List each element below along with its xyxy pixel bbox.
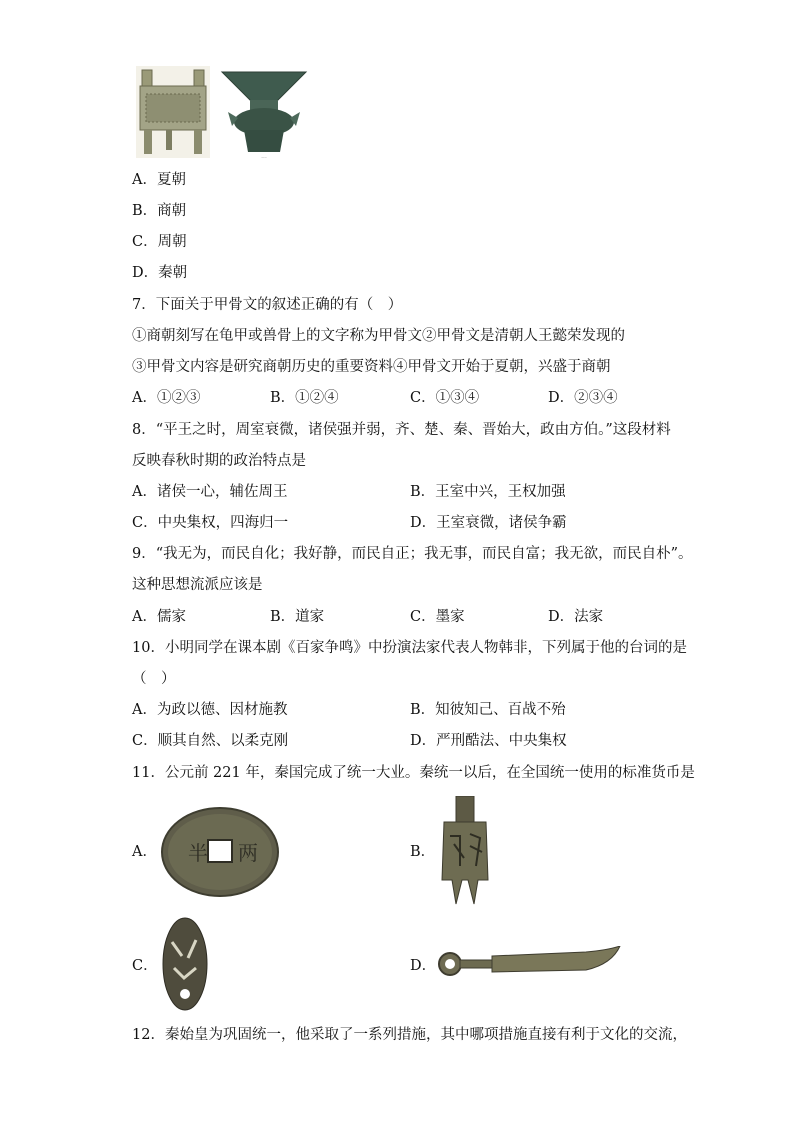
q8-stem-line1: 8．“平王之时，周室衰微，诸侯强并弱，齐、楚、秦、晋始大，政由方伯。”这段材料 (132, 422, 671, 438)
spade-coin-image (436, 796, 494, 906)
q10-option-a[interactable]: A．为政以德、因材施教 (132, 702, 288, 718)
q6-option-d[interactable]: D．秦朝 (132, 265, 188, 281)
q10-stem-line2: （ ） (132, 671, 176, 687)
q12-stem: 12．秦始皇为巩固统一，他采取了一系列措施，其中哪项措施直接有利于文化的交流， (132, 1027, 687, 1043)
q9-option-b[interactable]: B．道家 (270, 609, 325, 625)
q9-stem-line1: 9．“我无为，而民自化；我好静，而民自正；我无事，而民自富；我无欲，而民自朴”。 (132, 546, 693, 562)
banliang-coin-image (160, 806, 284, 898)
q7-option-c[interactable]: C．①③④ (410, 390, 480, 406)
antnose-coin-image (160, 914, 210, 1012)
q10-stem-line1: 10．小明同学在课本剧《百家争鸣》中扮演法家代表人物韩非，下列属于他的台词的是 (132, 640, 687, 656)
q8-stem-line2: 反映春秋时期的政治特点是 (132, 453, 306, 469)
image-caption: ... (261, 153, 267, 160)
coin-a-char-right: 两 (238, 841, 258, 865)
q9-stem-line2: 这种思想流派应该是 (132, 577, 263, 593)
q9-option-c[interactable]: C．墨家 (410, 609, 465, 625)
q7-option-a[interactable]: A．①②③ (132, 390, 201, 406)
q6-option-a[interactable]: A．夏朝 (132, 172, 186, 188)
q7-statement-2: ③甲骨文内容是研究商朝历史的重要资料④甲骨文开始于夏朝，兴盛于商朝 (132, 359, 611, 375)
q10-option-d[interactable]: D．严刑酷法、中央集权 (410, 733, 567, 749)
bronze-zun-image (220, 68, 308, 160)
q11-option-d[interactable]: D． (410, 958, 437, 974)
q7-statement-1: ①商朝刻写在龟甲或兽骨上的文字称为甲骨文②甲骨文是清朝人王懿荣发现的 (132, 328, 625, 344)
q7-option-d[interactable]: D．②③④ (548, 390, 618, 406)
q9-option-d[interactable]: D．法家 (548, 609, 604, 625)
q8-option-c[interactable]: C．中央集权，四海归一 (132, 515, 289, 531)
q8-option-b[interactable]: B．王室中兴，王权加强 (410, 484, 566, 500)
bronze-ding-image (136, 66, 210, 158)
knife-coin-image (436, 946, 622, 980)
q10-option-c[interactable]: C．顺其自然、以柔克刚 (132, 733, 289, 749)
q6-option-c[interactable]: C．周朝 (132, 234, 187, 250)
q7-option-b[interactable]: B．①②④ (270, 390, 339, 406)
q11-option-a[interactable]: A． (132, 844, 157, 860)
q11-option-c[interactable]: C． (132, 958, 158, 974)
q10-option-b[interactable]: B．知彼知己、百战不殆 (410, 702, 566, 718)
q7-stem: 7．下面关于甲骨文的叙述正确的有（ ） (132, 297, 403, 313)
q8-option-d[interactable]: D．王室衰微，诸侯争霸 (410, 515, 567, 531)
q9-option-a[interactable]: A．儒家 (132, 609, 186, 625)
q8-option-a[interactable]: A．诸侯一心，辅佐周王 (132, 484, 288, 500)
coin-a-char-left: 半 (188, 841, 208, 865)
q11-option-b[interactable]: B． (410, 844, 436, 860)
q6-option-b[interactable]: B．商朝 (132, 203, 187, 219)
q11-stem: 11．公元前 221 年，秦国完成了统一大业。秦统一以后，在全国统一使用的标准货币是 (132, 765, 695, 781)
